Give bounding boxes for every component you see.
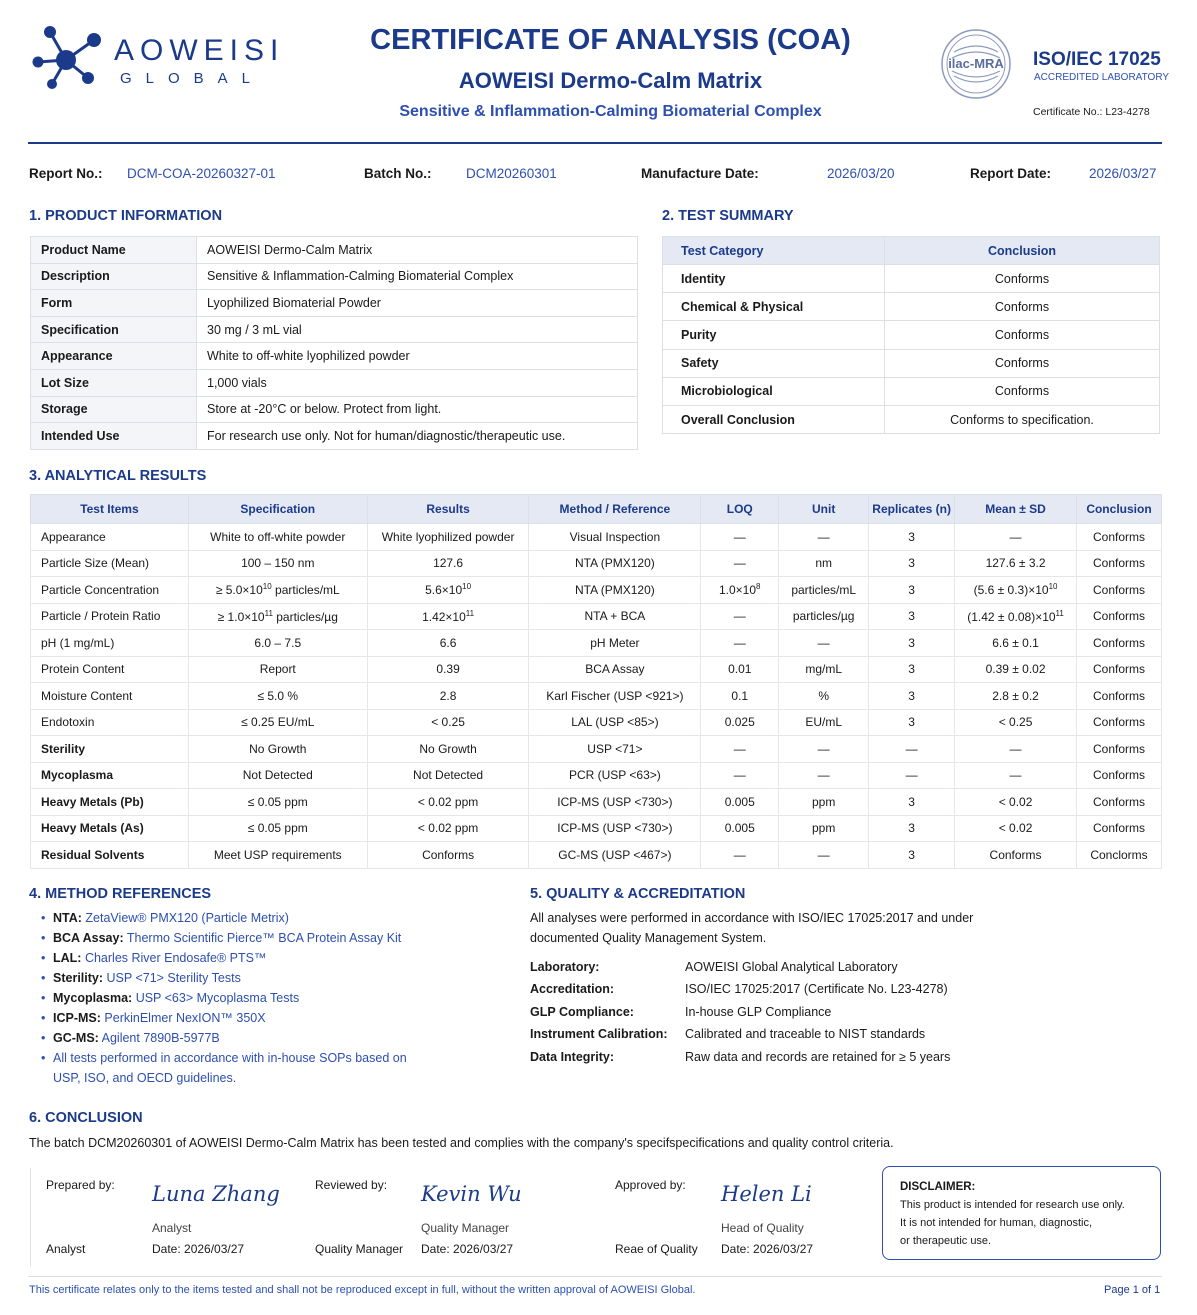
quality-key: Data Integrity: — [530, 1049, 615, 1064]
ilac-label: ilac-MRA — [948, 56, 1004, 71]
results-cell: 6.6 ± 0.1 — [955, 630, 1077, 657]
results-cell: — — [701, 762, 779, 789]
summary-conclusion: Conforms — [885, 265, 1160, 293]
signature-bottom-role: Analyst — [46, 1242, 86, 1256]
summary-category: Overall Conclusion — [663, 405, 885, 433]
results-cell: $5.6\times 10^{10}$ — [367, 577, 529, 604]
results-row — [31, 550, 1162, 577]
results-cell: 3 — [869, 577, 955, 604]
results-cell: — — [779, 736, 869, 763]
disclaimer-box — [882, 1166, 1161, 1260]
product-info-key: Appearance — [31, 343, 197, 370]
results-cell: Conforms — [955, 842, 1077, 869]
test-summary-title: 2. TEST SUMMARY — [662, 208, 794, 224]
results-cell: particles/µg — [779, 603, 869, 630]
page-number: Page 1 of 1 — [1104, 1284, 1161, 1296]
results-cell: ICP-MS (USP <730>) — [529, 789, 701, 816]
quality-row — [530, 982, 1150, 1004]
product-info-row — [31, 369, 638, 396]
summary-category: Safety — [663, 349, 885, 377]
summary-conclusion: Conforms — [885, 321, 1160, 349]
results-cell: < 0.02 ppm — [367, 815, 529, 842]
results-cell: 3 — [869, 709, 955, 736]
results-cell: GC-MS (USP <467>) — [529, 842, 701, 869]
summary-row — [663, 321, 1160, 349]
summary-row — [663, 265, 1160, 293]
results-cell: Conforms — [1076, 789, 1161, 816]
product-info-row — [31, 237, 638, 264]
results-header: LOQ — [701, 495, 779, 524]
test-summary-table — [662, 236, 1160, 434]
method-reference-item: • BCA Assay: Thermo Scientific Pierce™ BCA Protein Assay Kit — [29, 928, 499, 948]
results-cell: $(1.42 \pm 0.08)\times 10^{11}$ — [955, 603, 1077, 630]
results-cell: — — [701, 524, 779, 551]
results-row — [31, 603, 1162, 630]
results-cell: Protein Content — [31, 656, 189, 683]
results-header: Method / Reference — [529, 495, 701, 524]
results-cell: pH Meter — [529, 630, 701, 657]
signature-role: Head of Quality — [721, 1221, 804, 1235]
results-cell: 2.8 — [367, 683, 529, 710]
summary-conclusion: Conforms to specification. — [885, 405, 1160, 433]
results-cell: ≤ 0.05 ppm — [188, 789, 367, 816]
results-cell: 127.6 — [367, 550, 529, 577]
results-cell: No Growth — [367, 736, 529, 763]
results-cell: 0.01 — [701, 656, 779, 683]
results-cell: 3 — [869, 789, 955, 816]
quality-row — [530, 1027, 1150, 1049]
signature-date: Date: 2026/03/27 — [721, 1242, 814, 1256]
results-cell: < 0.02 — [955, 815, 1077, 842]
results-cell: Conforms — [1076, 577, 1161, 604]
results-cell: 3 — [869, 524, 955, 551]
summary-row — [663, 293, 1160, 321]
signature-date: Date: 2026/03/27 — [421, 1242, 514, 1256]
results-header: Mean ± SD — [955, 495, 1077, 524]
analytical-results-title: 3. ANALYTICAL RESULTS — [29, 468, 207, 484]
results-row — [31, 789, 1162, 816]
signature-name: Kevin Wu — [421, 1182, 522, 1206]
quality-row — [530, 960, 1150, 982]
disclaimer-line-3: or therapeutic use. — [900, 1235, 992, 1247]
results-cell: Conforms — [1076, 815, 1161, 842]
quality-value: Calibrated and traceable to NIST standards — [685, 1027, 926, 1042]
signature-name: Luna Zhang — [152, 1182, 280, 1206]
results-cell: — — [869, 762, 955, 789]
results-cell: Meet USP requirements — [188, 842, 367, 869]
summary-row — [663, 349, 1160, 377]
results-cell: 6.6 — [367, 630, 529, 657]
results-row — [31, 656, 1162, 683]
disclaimer-title: DISCLAIMER: — [900, 1181, 976, 1193]
product-info-key: Specification — [31, 316, 197, 343]
results-cell: ≤ 0.05 ppm — [188, 815, 367, 842]
results-cell: Report — [188, 656, 367, 683]
footer-note: This certificate relates only to the items tested and shall not be reproduced except in full, without the written approval of AOWEISI Global. — [29, 1284, 696, 1296]
quality-title: 5. QUALITY & ACCREDITATION — [530, 886, 746, 902]
results-cell: Conclorms — [1076, 842, 1161, 869]
results-cell: 3 — [869, 683, 955, 710]
results-cell: No Growth — [188, 736, 367, 763]
results-cell: EU/mL — [779, 709, 869, 736]
results-cell: 0.025 — [701, 709, 779, 736]
summary-row — [663, 377, 1160, 405]
product-info-key: Intended Use — [31, 423, 197, 450]
results-cell: Karl Fischer (USP <921>) — [529, 683, 701, 710]
summary-conclusion: Conforms — [885, 377, 1160, 405]
results-cell: Conforms — [1076, 736, 1161, 763]
product-info-value: 1,000 vials — [197, 369, 638, 396]
results-cell: $(5.6 \pm 0.3)\times 10^{10}$ — [955, 577, 1077, 604]
signature-role: Quality Manager — [421, 1221, 510, 1235]
results-row — [31, 736, 1162, 763]
results-cell: nm — [779, 550, 869, 577]
results-cell: 3 — [869, 842, 955, 869]
batch-no-value: DCM20260301 — [466, 166, 557, 181]
results-cell: — — [779, 842, 869, 869]
summary-conclusion: Conforms — [885, 293, 1160, 321]
product-info-row — [31, 263, 638, 290]
summary-category: Chemical & Physical — [663, 293, 885, 321]
brand-subtitle: GLOBAL — [120, 70, 265, 87]
results-cell: Heavy Metals (As) — [31, 815, 189, 842]
results-cell: $1.42\times 10^{11}$ — [367, 603, 529, 630]
results-cell: NTA (PMX120) — [529, 577, 701, 604]
header-divider — [28, 142, 1162, 144]
results-cell: — — [779, 762, 869, 789]
summary-row — [663, 405, 1160, 433]
batch-no-label: Batch No.: — [364, 166, 432, 181]
summary-col-category: Test Category — [663, 237, 885, 265]
results-row — [31, 709, 1162, 736]
manufacture-date-value: 2026/03/20 — [827, 166, 895, 181]
results-cell: White lyophilized powder — [367, 524, 529, 551]
product-info-value: Store at -20°C or below. Protect from light. — [197, 396, 638, 423]
quality-key: Accreditation: — [530, 982, 615, 997]
results-cell: Particle Size (Mean) — [31, 550, 189, 577]
results-cell: — — [955, 762, 1077, 789]
results-cell: PCR (USP <63>) — [529, 762, 701, 789]
results-cell: Moisture Content — [31, 683, 189, 710]
product-title: AOWEISI Dermo-Calm Matrix — [458, 68, 763, 93]
report-date-label: Report Date: — [970, 166, 1052, 181]
product-info-key: Description — [31, 263, 197, 290]
quality-value: ISO/IEC 17025:2017 (Certificate No. L23-4278) — [685, 982, 948, 997]
product-info-value: 30 mg / 3 mL vial — [197, 316, 638, 343]
product-info-row — [31, 343, 638, 370]
disclaimer-line-1: This product is intended for research use only. — [900, 1199, 1125, 1211]
quality-value: In-house GLP Compliance — [685, 1004, 832, 1019]
quality-key: Instrument Calibration: — [530, 1027, 668, 1042]
results-header: Test Items — [31, 495, 189, 524]
results-cell: ppm — [779, 815, 869, 842]
results-cell: ICP-MS (USP <730>) — [529, 815, 701, 842]
method-reference-item: • LAL: Charles River Endosafe® PTS™ — [29, 948, 499, 968]
results-cell: 3 — [869, 656, 955, 683]
quality-key: GLP Compliance: — [530, 1004, 634, 1019]
results-cell: mg/mL — [779, 656, 869, 683]
results-row — [31, 683, 1162, 710]
results-cell: 0.39 ± 0.02 — [955, 656, 1077, 683]
results-header: Conclusion — [1076, 495, 1161, 524]
signature-name: Helen Li — [721, 1182, 812, 1206]
signature-role: Analyst — [152, 1221, 192, 1235]
results-cell: Residual Solvents — [31, 842, 189, 869]
method-reference-item: • GC-MS: Agilent 7890B-5977B — [29, 1028, 499, 1048]
quality-key: Laboratory: — [530, 960, 600, 974]
results-cell: Sterility — [31, 736, 189, 763]
results-cell: Conforms — [1076, 683, 1161, 710]
results-cell: Not Detected — [367, 762, 529, 789]
results-cell: Visual Inspection — [529, 524, 701, 551]
results-cell: White to off-white powder — [188, 524, 367, 551]
method-reference-item: • Mycoplasma: USP <63> Mycoplasma Tests — [29, 988, 499, 1008]
results-cell: 3 — [869, 630, 955, 657]
quality-statement: All analyses were performed in accordance with ISO/IEC 17025:2017 and under documented Quality Management System. — [530, 911, 974, 945]
results-cell: 3 — [869, 603, 955, 630]
signature-bottom-role: Reae of Quality — [615, 1242, 698, 1256]
brand-name: AOWEISI — [114, 34, 285, 67]
results-row — [31, 630, 1162, 657]
summary-category: Identity — [663, 265, 885, 293]
results-row — [31, 762, 1162, 789]
results-cell: 6.0 – 7.5 — [188, 630, 367, 657]
results-cell: $1.0\times 10^8$ — [701, 577, 779, 604]
summary-conclusion: Conforms — [885, 349, 1160, 377]
results-cell: ppm — [779, 789, 869, 816]
product-info-value: For research use only. Not for human/diagnostic/therapeutic use. — [197, 423, 638, 450]
product-info-value: AOWEISI Dermo-Calm Matrix — [197, 237, 638, 264]
document-title: CERTIFICATE OF ANALYSIS (COA) — [370, 24, 851, 56]
results-cell: 0.1 — [701, 683, 779, 710]
summary-category: Purity — [663, 321, 885, 349]
quality-row — [530, 1005, 1150, 1027]
results-cell: — — [955, 736, 1077, 763]
summary-category: Microbiological — [663, 377, 885, 405]
results-cell: < 0.02 — [955, 789, 1077, 816]
results-cell: Mycoplasma — [31, 762, 189, 789]
quality-value: AOWEISI Global Analytical Laboratory — [685, 960, 898, 974]
method-reference-item: • NTA: ZetaView® PMX120 (Particle Metrix) — [29, 908, 499, 928]
results-cell: Conforms — [1076, 603, 1161, 630]
product-info-title: 1. PRODUCT INFORMATION — [29, 208, 223, 224]
results-cell: NTA (PMX120) — [529, 550, 701, 577]
results-cell: — — [701, 630, 779, 657]
signature-label: Prepared by: — [46, 1178, 115, 1192]
iso-subtitle: ACCREDITED LABORATORY — [1034, 72, 1170, 83]
signature-date: Date: 2026/03/27 — [152, 1242, 245, 1256]
results-cell: particles/mL — [779, 577, 869, 604]
results-cell: 2.8 ± 0.2 — [955, 683, 1077, 710]
results-cell: < 0.25 — [955, 709, 1077, 736]
product-info-value: Lyophilized Biomaterial Powder — [197, 290, 638, 317]
results-cell: BCA Assay — [529, 656, 701, 683]
results-cell: — — [701, 550, 779, 577]
results-header: Unit — [779, 495, 869, 524]
method-references-list — [29, 908, 499, 1088]
results-cell: — — [701, 842, 779, 869]
results-cell: 0.39 — [367, 656, 529, 683]
product-info-value: White to off-white lyophilized powder — [197, 343, 638, 370]
results-row — [31, 577, 1162, 604]
report-no-label: Report No.: — [29, 166, 103, 181]
analytical-results-table — [30, 494, 1162, 869]
product-info-row — [31, 396, 638, 423]
results-cell: Not Detected — [188, 762, 367, 789]
results-cell: — — [779, 630, 869, 657]
results-cell: Heavy Metals (Pb) — [31, 789, 189, 816]
product-info-key: Product Name — [31, 237, 197, 264]
results-cell: USP <71> — [529, 736, 701, 763]
results-cell: 3 — [869, 815, 955, 842]
results-cell: Conforms — [1076, 630, 1161, 657]
summary-col-conclusion: Conclusion — [885, 237, 1160, 265]
results-cell: — — [955, 524, 1077, 551]
method-reference-item: • Sterility: USP <71> Sterility Tests — [29, 968, 499, 988]
product-info-row — [31, 290, 638, 317]
results-header: Specification — [188, 495, 367, 524]
results-cell: < 0.02 ppm — [367, 789, 529, 816]
conclusion-text: The batch DCM20260301 of AOWEISI Dermo-Calm Matrix has been tested and complies with the company's specifspecifications and quality control criteria. — [29, 1136, 894, 1150]
signature-label: Reviewed by: — [315, 1178, 388, 1192]
report-date-value: 2026/03/27 — [1089, 166, 1157, 181]
results-row — [31, 842, 1162, 869]
results-cell: LAL (USP <85>) — [529, 709, 701, 736]
product-info-key: Form — [31, 290, 197, 317]
results-cell: — — [779, 524, 869, 551]
quality-value: Raw data and records are retained for ≥ 5 years — [685, 1049, 951, 1064]
results-cell: pH (1 mg/mL) — [31, 630, 189, 657]
results-cell: Conforms — [1076, 709, 1161, 736]
results-cell: 127.6 ± 3.2 — [955, 550, 1077, 577]
results-cell: Particle / Protein Ratio — [31, 603, 189, 630]
results-cell: Conforms — [367, 842, 529, 869]
results-cell: ≤ 5.0 % — [188, 683, 367, 710]
manufacture-date-label: Manufacture Date: — [641, 166, 759, 181]
results-cell: < 0.25 — [367, 709, 529, 736]
conclusion-title: 6. CONCLUSION — [29, 1110, 143, 1126]
product-info-row — [31, 423, 638, 450]
results-cell: ≤ 0.25 EU/mL — [188, 709, 367, 736]
product-subtitle: Sensitive & Inflammation-Calming Biomaterial Complex — [399, 103, 822, 120]
results-header: Results — [367, 495, 529, 524]
product-info-value: Sensitive & Inflammation-Calming Biomaterial Complex — [197, 263, 638, 290]
results-cell: Endotoxin — [31, 709, 189, 736]
footer-divider — [28, 1276, 1162, 1277]
certificate-number: Certificate No.: L23-4278 — [1033, 106, 1150, 118]
results-cell: Conforms — [1076, 524, 1161, 551]
method-note: • All tests performed in accordance with in-house SOPs based on USP, ISO, and OECD guidelines. — [29, 1048, 499, 1088]
product-info-key: Storage — [31, 396, 197, 423]
report-no-value: DCM-COA-20260327-01 — [127, 166, 276, 181]
results-cell: % — [779, 683, 869, 710]
results-cell: Conforms — [1076, 762, 1161, 789]
results-cell: NTA + BCA — [529, 603, 701, 630]
results-row — [31, 524, 1162, 551]
results-header: Replicates (n) — [869, 495, 955, 524]
product-info-table — [30, 236, 638, 450]
results-cell: — — [701, 736, 779, 763]
quality-details — [530, 960, 1150, 1072]
product-info-row — [31, 316, 638, 343]
signature-label: Approved by: — [615, 1178, 686, 1192]
results-row — [31, 815, 1162, 842]
results-cell: ≥ $5.0\times 10^{10}$ particles/mL — [188, 577, 367, 604]
method-references-title: 4. METHOD REFERENCES — [29, 886, 212, 902]
results-cell: Particle Concentration — [31, 577, 189, 604]
results-cell: — — [701, 603, 779, 630]
results-cell: — — [869, 736, 955, 763]
results-cell: 0.005 — [701, 789, 779, 816]
quality-row — [530, 1050, 1150, 1072]
signature-bottom-role: Quality Manager — [315, 1242, 404, 1256]
results-cell: 3 — [869, 550, 955, 577]
ilac-mra-seal — [940, 28, 1012, 100]
disclaimer-line-2: It is not intended for human, diagnostic, — [900, 1217, 1093, 1229]
results-cell: Appearance — [31, 524, 189, 551]
results-cell: 0.005 — [701, 815, 779, 842]
results-cell: Conforms — [1076, 656, 1161, 683]
results-cell: Conforms — [1076, 550, 1161, 577]
results-cell: 100 – 150 nm — [188, 550, 367, 577]
product-info-key: Lot Size — [31, 369, 197, 396]
results-cell: ≥ $1.0\times 10^{11}$ particles/µg — [188, 603, 367, 630]
method-reference-item: • ICP-MS: PerkinElmer NexION™ 350X — [29, 1008, 499, 1028]
iso-title: ISO/IEC 17025 — [1033, 49, 1161, 70]
